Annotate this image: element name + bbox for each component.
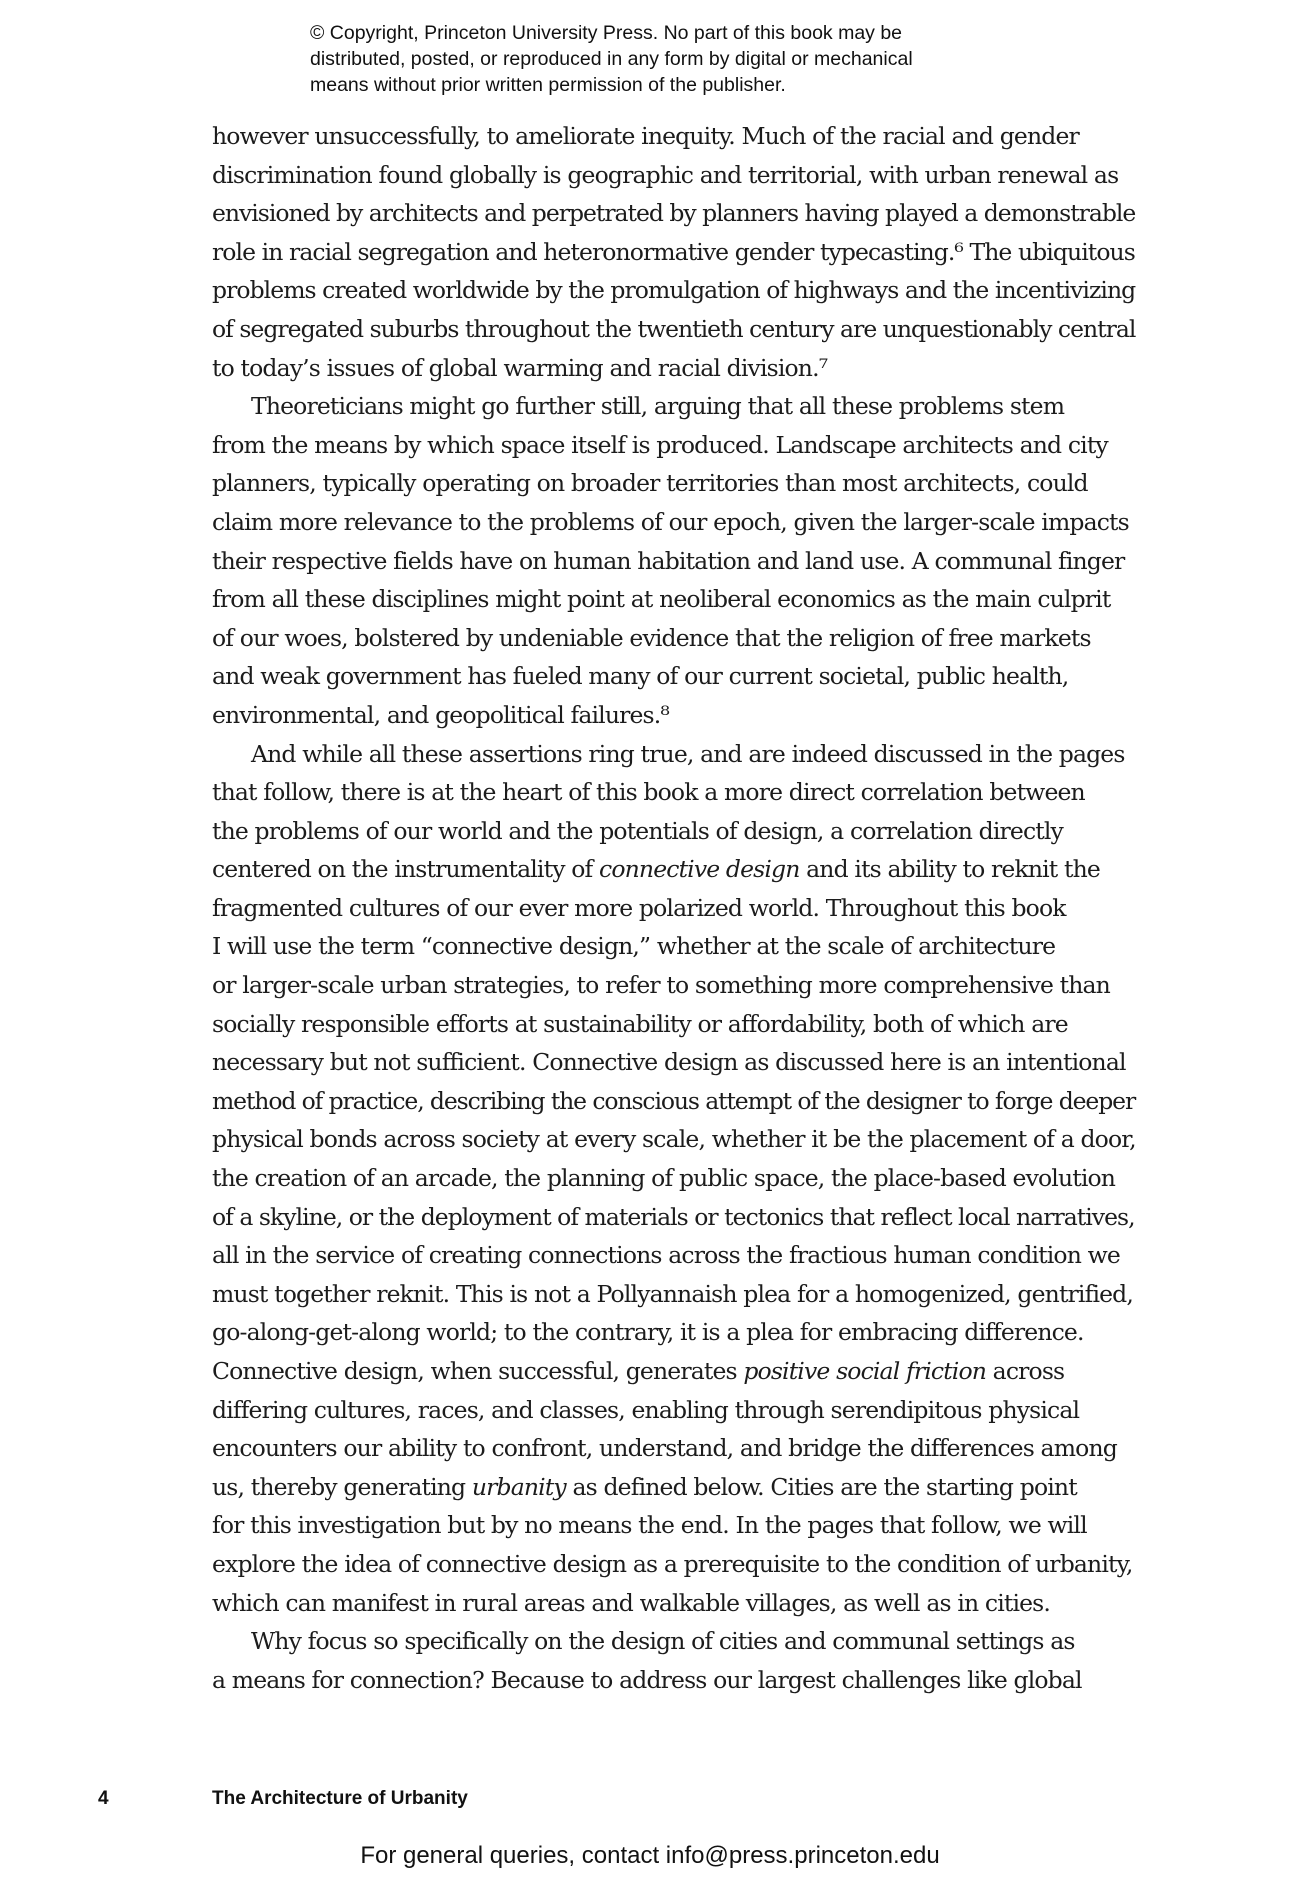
body-text xyxy=(212,117,1137,1699)
text-line: Theoreticians might go further still, arguing that all these problems stem xyxy=(251,392,1065,421)
text-line: a means for connection? Because to address our largest challenges like global xyxy=(212,1665,1082,1694)
italic-term: urbanity xyxy=(471,1472,566,1501)
text-run: across xyxy=(986,1357,1065,1385)
text-line: planners, typically operating on broader territories than most architects, could xyxy=(212,469,1088,498)
text-line: which can manifest in rural areas and walkable villages, as well as in cities. xyxy=(212,1588,1051,1617)
contact-footer: For general queries, contact info@press.princeton.edu xyxy=(360,1842,940,1869)
text-line: the problems of our world and the potentials of design, a correlation directly xyxy=(212,816,1063,845)
text-line xyxy=(212,1352,1137,1391)
text-line: Why focus so specifically on the design of cities and communal settings as xyxy=(251,1627,1075,1656)
text-line: for this investigation but by no means the end. In the pages that follow, we will xyxy=(212,1511,1087,1540)
text-line: I will use the term “connective design,” whether at the scale of architecture xyxy=(212,932,1056,961)
text-line: their respective fields have on human habitation and land use. A communal finger xyxy=(212,546,1125,575)
text-line: that follow, there is at the heart of this book a more direct correlation between xyxy=(212,778,1085,807)
text-line xyxy=(212,850,1137,889)
page-number: 4 xyxy=(98,1788,109,1809)
copyright-line: distributed, posted, or reproduced in any form by digital or mechanical xyxy=(310,48,913,70)
text-line: environmental, and geopolitical failures.⁸ xyxy=(212,700,669,729)
text-line: role in racial segregation and heteronormative gender typecasting.⁶ The ubiquitous xyxy=(212,237,1135,266)
text-line: of our woes, bolstered by undeniable evidence that the religion of free markets xyxy=(212,623,1091,652)
text-run: as defined below. Cities are the starting point xyxy=(565,1472,1077,1501)
text-line: or larger-scale urban strategies, to refer to something more comprehensive than xyxy=(212,971,1110,1000)
text-line: necessary but not sufficient. Connective design as discussed here is an intentional xyxy=(212,1048,1126,1077)
text-line: envisioned by architects and perpetrated by planners having played a demonstrable xyxy=(212,199,1136,228)
copyright-line: means without prior written permission of the publisher. xyxy=(310,74,786,96)
text-line: from all these disciplines might point at neoliberal economics as the main culprit xyxy=(212,585,1111,614)
text-line: physical bonds across society at every scale, whether it be the placement of a door, xyxy=(212,1125,1136,1154)
text-line: claim more relevance to the problems of our epoch, given the larger-scale impacts xyxy=(212,507,1129,536)
text-line: encounters our ability to confront, understand, and bridge the differences among xyxy=(212,1434,1117,1463)
text-line: from the means by which space itself is produced. Landscape architects and city xyxy=(212,430,1108,459)
italic-term: connective design xyxy=(599,855,800,884)
text-line: socially responsible efforts at sustainability or affordability, both of which are xyxy=(212,1009,1068,1038)
text-line: of a skyline, or the deployment of materials or tectonics that reflect local narratives, xyxy=(212,1202,1135,1231)
running-title: The Architecture of Urbanity xyxy=(212,1788,468,1809)
text-line: must together reknit. This is not a Pollyannaish plea for a homogenized, gentrified, xyxy=(212,1279,1133,1308)
text-line: the creation of an arcade, the planning of public space, the place-based evolution xyxy=(212,1164,1116,1193)
text-line: all in the service of creating connections across the fractious human condition we xyxy=(212,1241,1120,1270)
copyright-notice xyxy=(310,20,1070,98)
text-line: differing cultures, races, and classes, enabling through serendipitous physical xyxy=(212,1395,1080,1424)
text-line: problems created worldwide by the promulgation of highways and the incentivizing xyxy=(212,276,1136,305)
text-line: however unsuccessfully, to ameliorate inequity. Much of the racial and gender xyxy=(212,122,1079,150)
text-line: fragmented cultures of our ever more polarized world. Throughout this book xyxy=(212,893,1066,922)
text-run: us, thereby generating xyxy=(212,1472,472,1501)
text-line: of segregated suburbs throughout the twentieth century are unquestionably central xyxy=(212,314,1136,343)
text-run: and its ability to reknit the xyxy=(799,855,1100,884)
copyright-line: © Copyright, Princeton University Press. No part of this book may be xyxy=(310,22,903,44)
text-line: discrimination found globally is geographic and territorial, with urban renewal as xyxy=(212,160,1119,189)
text-line xyxy=(212,1468,1137,1507)
italic-term: positive social friction xyxy=(743,1357,987,1385)
text-line: explore the idea of connective design as a prerequisite to the condition of urbanity, xyxy=(212,1549,1133,1578)
text-line: and weak government has fueled many of our current societal, public health, xyxy=(212,662,1069,691)
text-run: centered on the instrumentality of xyxy=(212,855,600,884)
text-line: to today’s issues of global warming and racial division.⁷ xyxy=(212,353,828,382)
text-run: Connective design, when successful, generates xyxy=(212,1357,744,1385)
text-line: method of practice, describing the conscious attempt of the designer to forge deeper xyxy=(212,1086,1136,1115)
text-line: And while all these assertions ring true, and are indeed discussed in the pages xyxy=(251,739,1125,768)
text-line: go-along-get-along world; to the contrary, it is a plea for embracing difference. xyxy=(212,1318,1084,1347)
